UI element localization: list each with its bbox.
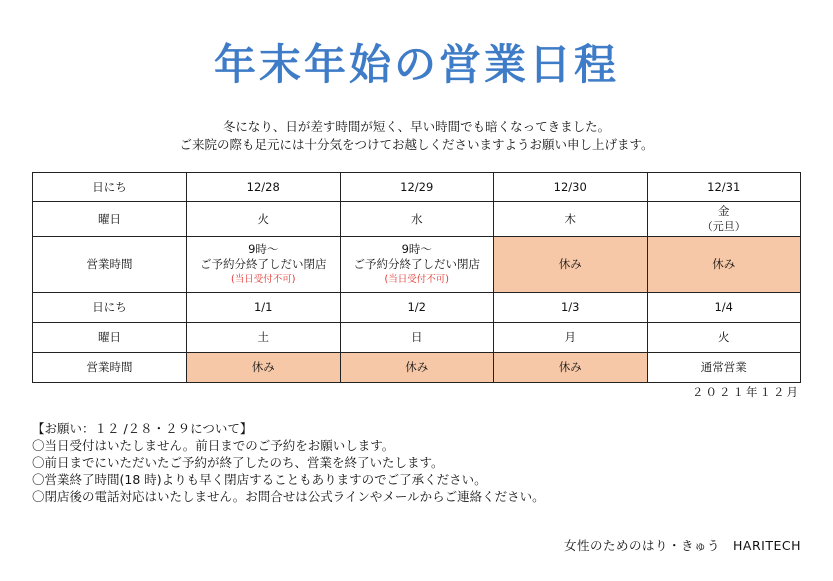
date-cell: 12/28	[187, 173, 341, 202]
hours-cell-closed: 休み	[647, 237, 801, 293]
weekday-cell: 月	[494, 323, 648, 353]
weekday-cell: 日	[340, 323, 494, 353]
request-item: 〇前日までにいただいたご予約が終了したのち、営業を終了いたします。	[32, 455, 444, 470]
date-cell: 1/2	[340, 293, 494, 323]
hours-cell-closed: 休み	[494, 353, 648, 383]
table-row	[33, 323, 801, 353]
date-cell: 12/30	[494, 173, 648, 202]
hours-main: 9時～	[248, 242, 279, 256]
weekday-note: （元旦）	[701, 220, 746, 233]
row-label-hours: 営業時間	[33, 353, 187, 383]
date-cell: 1/1	[187, 293, 341, 323]
date-cell: 1/3	[494, 293, 648, 323]
hours-note: (当日受付不可)	[384, 274, 449, 285]
intro-text	[0, 118, 833, 154]
date-cell: 1/4	[647, 293, 801, 323]
request-item: 〇営業終了時間(18 時)よりも早く閉店することもありますのでご了承ください。	[32, 472, 487, 487]
date-stamp: ２０２１年１２月	[692, 385, 800, 399]
request-item: 〇閉店後の電話対応はいたしません。お問合せは公式ラインやメールからご連絡ください。	[32, 489, 545, 504]
hours-main: 9時～	[401, 242, 432, 256]
weekday-cell: 土	[187, 323, 341, 353]
intro-line-1: 冬になり、日が差す時間が短く、早い時間でも暗くなってきました。	[222, 119, 611, 134]
row-label-hours: 営業時間	[33, 237, 187, 293]
request-heading: 【お願い：１２ /２８・２９について】	[32, 421, 253, 436]
row-label-weekday: 曜日	[33, 202, 187, 237]
weekday-cell	[647, 202, 801, 237]
date-cell: 12/31	[647, 173, 801, 202]
row-label-date: 日にち	[33, 173, 187, 202]
hours-cell: 通常営業	[647, 353, 801, 383]
table-row	[33, 237, 801, 293]
hours-cell-closed: 休み	[494, 237, 648, 293]
intro-line-2: ご来院の際も足元には十分気をつけてお越しくださいますようお願い申し上げます。	[179, 137, 654, 152]
hours-cell-closed: 休み	[340, 353, 494, 383]
table-row	[33, 353, 801, 383]
date-cell: 12/29	[340, 173, 494, 202]
weekday-cell: 木	[494, 202, 648, 237]
row-label-date: 日にち	[33, 293, 187, 323]
table-row	[33, 202, 801, 237]
weekday-cell: 水	[340, 202, 494, 237]
hours-cell	[187, 237, 341, 293]
hours-cell-closed: 休み	[187, 353, 341, 383]
hours-sub: ご予約分終了しだい閉店	[200, 257, 327, 271]
row-label-weekday: 曜日	[33, 323, 187, 353]
request-notes	[32, 420, 545, 505]
request-item: 〇当日受付はいたしません。前日までのご予約をお願いします。	[32, 438, 395, 453]
schedule-table	[32, 172, 801, 383]
clinic-name: 女性のためのはり・きゅう HARITECH	[564, 538, 801, 553]
weekday-cell: 火	[187, 202, 341, 237]
weekday-cell: 火	[647, 323, 801, 353]
hours-cell	[340, 237, 494, 293]
table-row	[33, 173, 801, 202]
hours-sub: ご予約分終了しだい閉店	[353, 257, 480, 271]
hours-note: (当日受付不可)	[231, 274, 296, 285]
weekday-text: 金	[718, 204, 730, 218]
page-title: 年末年始の営業日程	[213, 40, 619, 89]
table-row	[33, 293, 801, 323]
